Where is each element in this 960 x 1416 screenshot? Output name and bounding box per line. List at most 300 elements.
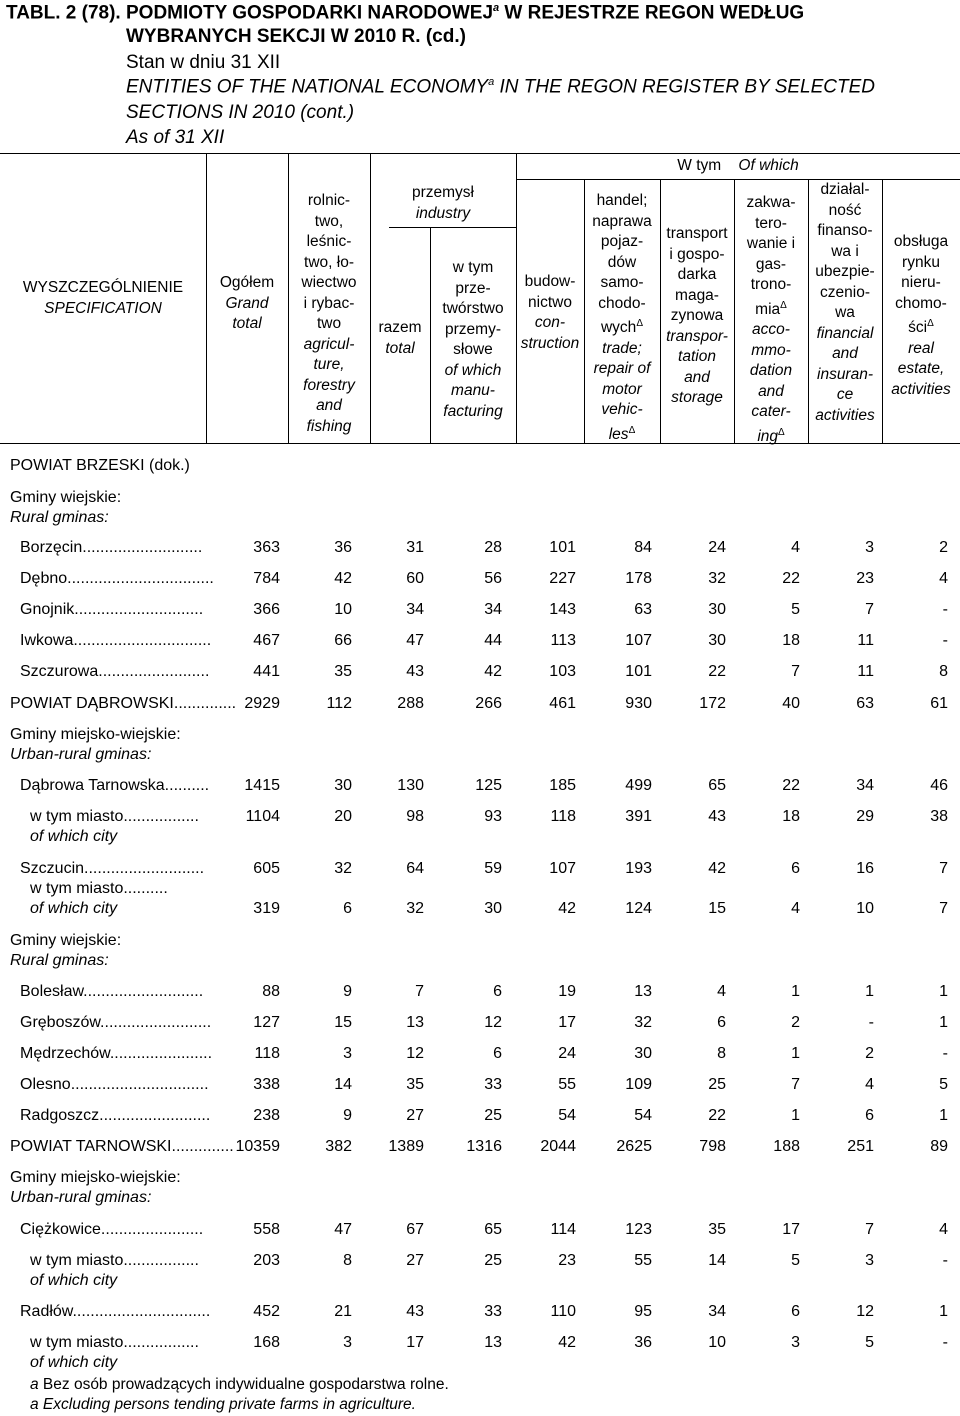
footnote-en: a Excluding persons tending private farms in agriculture. bbox=[30, 1396, 416, 1413]
table-cell: 59 bbox=[484, 860, 502, 877]
table-cell: 5 bbox=[791, 1252, 800, 1269]
row-label: Szczucin........................... bbox=[20, 860, 205, 877]
table-cell: 30 bbox=[334, 777, 352, 794]
table-cell: 38 bbox=[930, 808, 948, 825]
table-cell: 178 bbox=[625, 570, 652, 587]
table-cell: 3 bbox=[791, 1334, 800, 1351]
table-cell: 6 bbox=[791, 860, 800, 877]
table-cell: 112 bbox=[326, 695, 352, 712]
table-cell: 95 bbox=[634, 1303, 652, 1320]
table-cell: 103 bbox=[549, 663, 576, 680]
agri-pl-line: rolnic- bbox=[307, 192, 351, 209]
trade-en-line: repair of bbox=[593, 360, 651, 378]
table-cell: 1415 bbox=[244, 777, 280, 794]
table-cell: 23 bbox=[558, 1252, 576, 1269]
transport-en-line: tation bbox=[678, 348, 716, 365]
group-heading-en: Rural gminas: bbox=[10, 509, 109, 526]
constr-pl-line: nictwo bbox=[528, 293, 572, 311]
of-which-header: W tym Of which bbox=[677, 157, 799, 174]
table-cell: 7 bbox=[865, 1221, 874, 1238]
agri-pl-line: two, ło- bbox=[304, 253, 354, 271]
transport-pl-line: maga- bbox=[675, 286, 719, 304]
title-line-2: WYBRANYCH SEKCJI W 2010 R. (cd.) bbox=[126, 26, 466, 47]
group-heading-en: Rural gminas: bbox=[10, 952, 109, 969]
finance-pl-line: ność bbox=[828, 201, 862, 219]
table-cell: 3 bbox=[865, 1252, 874, 1269]
row-label: w tym miasto................. bbox=[30, 1334, 199, 1351]
table-cell: 3 bbox=[343, 1334, 352, 1351]
transport-en-line: and bbox=[684, 368, 710, 386]
title-line-3: Stan w dniu 31 XII bbox=[126, 52, 281, 73]
agri-en-line: fishing bbox=[306, 417, 352, 435]
table-cell: 382 bbox=[325, 1138, 352, 1155]
title-line-4: ENTITIES OF THE NATIONAL ECONOMY$^a$ IN THE REGON REGISTER BY SELECTED bbox=[126, 76, 876, 98]
table-cell: 93 bbox=[484, 808, 502, 825]
industry-header: przemysł industry bbox=[411, 184, 474, 222]
table-cell: 124 bbox=[625, 900, 652, 917]
table-cell: 6 bbox=[865, 1107, 874, 1124]
table-cell: 1 bbox=[939, 1303, 948, 1320]
title-line-5: SECTIONS IN 2010 (cont.) bbox=[126, 102, 355, 123]
row-label-en: of which city bbox=[30, 1354, 118, 1371]
table-cell: 10 bbox=[856, 900, 874, 917]
table-cell: 2044 bbox=[540, 1138, 576, 1155]
table-cell: 25 bbox=[484, 1252, 502, 1269]
table-cell: 107 bbox=[549, 860, 576, 877]
table-cell: 23 bbox=[856, 570, 874, 587]
table-cell: 127 bbox=[253, 1014, 280, 1031]
spec-header: WYSZCZEGÓLNIENIE SPECIFICATION bbox=[22, 279, 184, 317]
table-cell: 5 bbox=[939, 1076, 948, 1093]
trade-en-line: trade; bbox=[602, 339, 642, 357]
title-line-1: TABL. 2 (78). PODMIOTY GOSPODARKI NARODOWEJ$^a$ W REJESTRZE REGON WEDŁUG bbox=[6, 2, 805, 24]
row-label-en: of which city bbox=[30, 900, 118, 917]
row-label: Olesno............................... bbox=[20, 1076, 209, 1093]
table-cell: 441 bbox=[253, 663, 280, 680]
finance-pl-line: finanso- bbox=[817, 222, 873, 239]
table-cell: 185 bbox=[549, 777, 576, 794]
group-heading: Gminy miejsko-wiejskie: bbox=[10, 1169, 181, 1186]
transport-en-line: storage bbox=[671, 389, 723, 406]
trade-pl-line: dów bbox=[607, 253, 637, 271]
finance-en-line: ce bbox=[836, 386, 854, 403]
table-cell: 363 bbox=[253, 539, 280, 556]
finance-pl-line: działal- bbox=[820, 181, 870, 198]
table-cell: 1389 bbox=[388, 1138, 424, 1155]
table-cell: 784 bbox=[253, 570, 280, 587]
accom-pl-line: wanie i bbox=[746, 235, 796, 252]
table-cell: 6 bbox=[493, 983, 502, 1000]
table-cell: 17 bbox=[782, 1221, 800, 1238]
table-cell: 34 bbox=[406, 601, 424, 618]
table-cell: 32 bbox=[406, 900, 424, 917]
table-cell: 32 bbox=[708, 570, 726, 587]
transport-header bbox=[660, 224, 734, 409]
table-cell: 20 bbox=[334, 808, 352, 825]
table-cell: 47 bbox=[406, 632, 424, 649]
table-cell: 27 bbox=[406, 1252, 424, 1269]
table-cell: 44 bbox=[484, 632, 502, 649]
table-cell: 338 bbox=[253, 1076, 280, 1093]
table-cell: 188 bbox=[773, 1138, 800, 1155]
trade-pl-line: chodo- bbox=[598, 294, 646, 312]
table-cell: 12 bbox=[406, 1045, 424, 1062]
accom-en-line: ing$^\Delta$ bbox=[757, 426, 785, 445]
agri-en-line: and bbox=[316, 397, 342, 414]
table-cell: 54 bbox=[558, 1107, 576, 1124]
table-cell: 36 bbox=[334, 539, 352, 556]
table-cell: 1 bbox=[791, 983, 800, 1000]
table-cell: 6 bbox=[343, 900, 352, 917]
accom-en-line: mmo- bbox=[751, 341, 791, 359]
row-label: POWIAT TARNOWSKI.............. bbox=[10, 1138, 234, 1155]
group-heading: Gminy wiejskie: bbox=[10, 932, 122, 949]
table-cell: 10 bbox=[334, 601, 352, 618]
table-cell: 3 bbox=[343, 1045, 352, 1062]
table-cell: 1 bbox=[939, 1014, 948, 1031]
table-cell: 2929 bbox=[244, 695, 280, 712]
table-cell: 22 bbox=[708, 663, 726, 680]
table-cell: 1 bbox=[791, 1045, 800, 1062]
table-cell: 125 bbox=[475, 777, 502, 794]
table-cell: 452 bbox=[253, 1303, 280, 1320]
table-cell: 605 bbox=[253, 860, 280, 877]
table-cell: 266 bbox=[475, 695, 502, 712]
manufacturing-header bbox=[430, 258, 516, 422]
table-cell: 288 bbox=[397, 695, 424, 712]
table-cell: 9 bbox=[343, 983, 352, 1000]
transport-pl-line: zynowa bbox=[670, 307, 724, 324]
table-cell: 42 bbox=[558, 1334, 576, 1351]
realestate-en-line: estate, bbox=[897, 360, 945, 378]
table-cell: 5 bbox=[791, 601, 800, 618]
table-cell: 11 bbox=[857, 663, 874, 680]
table-cell: 28 bbox=[484, 539, 502, 556]
table-cell: 930 bbox=[625, 695, 652, 712]
table-cell: 2 bbox=[865, 1045, 874, 1062]
manuf-en-line: manu- bbox=[451, 382, 495, 399]
header-bottom-rule bbox=[0, 443, 960, 444]
manuf-pl-line: twórstwo bbox=[442, 300, 504, 317]
table-cell: 25 bbox=[484, 1107, 502, 1124]
real-estate-header bbox=[882, 232, 960, 400]
realestate-pl-line: obsługa bbox=[893, 233, 949, 250]
table-cell: 16 bbox=[856, 860, 874, 877]
finance-pl-line: wa i bbox=[831, 242, 859, 260]
finance-en-line: activities bbox=[815, 406, 875, 424]
trade-en-line: vehic- bbox=[601, 401, 643, 419]
table-cell: 65 bbox=[708, 777, 726, 794]
table-cell: 30 bbox=[708, 601, 726, 618]
table-cell: 43 bbox=[406, 1303, 424, 1320]
table-cell: 89 bbox=[930, 1138, 948, 1155]
table-cell: 46 bbox=[930, 777, 948, 794]
table-cell: 4 bbox=[791, 900, 800, 917]
manuf-pl-line: słowe bbox=[453, 341, 493, 358]
table-cell: 238 bbox=[253, 1107, 280, 1124]
construction-header bbox=[516, 272, 584, 354]
table-cell: 40 bbox=[782, 695, 800, 712]
table-cell: 7 bbox=[791, 1076, 800, 1093]
constr-en-line: con- bbox=[534, 314, 566, 331]
table-cell: 34 bbox=[856, 777, 874, 794]
table-cell: 60 bbox=[406, 570, 424, 587]
accom-pl-line: trono- bbox=[750, 276, 792, 293]
transport-pl-line: transport bbox=[666, 225, 728, 242]
agri-en-line: forestry bbox=[303, 376, 355, 394]
table-cell: 42 bbox=[708, 860, 726, 877]
table-cell: 123 bbox=[625, 1221, 652, 1238]
table-cell: 55 bbox=[558, 1076, 576, 1093]
table-cell: 558 bbox=[253, 1221, 280, 1238]
table-cell: 33 bbox=[484, 1303, 502, 1320]
table-cell: 24 bbox=[558, 1045, 576, 1062]
total-header: Ogółem Grand total bbox=[219, 274, 275, 332]
table-cell: 118 bbox=[254, 1045, 280, 1062]
manuf-en-line: of which bbox=[444, 361, 502, 379]
table-cell: 4 bbox=[939, 1221, 948, 1238]
table-cell: 14 bbox=[708, 1252, 726, 1269]
table-cell: 61 bbox=[930, 695, 948, 712]
table-cell: 11 bbox=[857, 632, 874, 649]
row-label: Borzęcin........................... bbox=[20, 539, 203, 556]
table-cell: 1 bbox=[865, 983, 874, 1000]
industry-total-header: razem total bbox=[378, 319, 422, 357]
transport-en-line: transpor- bbox=[666, 327, 728, 345]
manuf-pl-line: w tym bbox=[452, 259, 494, 276]
table-cell: 35 bbox=[334, 663, 352, 680]
row-label: POWIAT DĄBROWSKI.............. bbox=[10, 695, 237, 712]
table-cell: 461 bbox=[549, 695, 576, 712]
table-cell: 84 bbox=[634, 539, 652, 556]
table-cell: 32 bbox=[634, 1014, 652, 1031]
constr-pl-line: budow- bbox=[524, 273, 576, 290]
agri-pl-line: leśnic- bbox=[306, 233, 352, 250]
row-label: Mędrzechów....................... bbox=[20, 1045, 213, 1062]
footnote-pl: a Bez osób prowadzących indywidualne gospodarstwa rolne. bbox=[30, 1376, 449, 1393]
table-cell: 22 bbox=[782, 777, 800, 794]
table-cell: 4 bbox=[791, 539, 800, 556]
row-label: Ciężkowice....................... bbox=[20, 1221, 204, 1238]
table-cell: 42 bbox=[334, 570, 352, 587]
row-label: w tym miasto.......... bbox=[30, 880, 168, 897]
row-label: Szczurowa......................... bbox=[20, 663, 210, 680]
accom-pl-line: zakwa- bbox=[746, 194, 796, 211]
table-cell: 24 bbox=[708, 539, 726, 556]
realestate-pl-line: chomo- bbox=[895, 294, 947, 312]
table-cell: 30 bbox=[484, 900, 502, 917]
accom-pl-line: tero- bbox=[755, 214, 787, 232]
table-cell: 8 bbox=[939, 663, 948, 680]
table-cell: 64 bbox=[406, 860, 424, 877]
table-cell: - bbox=[942, 601, 948, 618]
row-label-en: of which city bbox=[30, 828, 118, 845]
table-cell: 22 bbox=[782, 570, 800, 587]
table-cell: 113 bbox=[550, 632, 576, 649]
table-cell: 36 bbox=[634, 1334, 652, 1351]
table-cell: 42 bbox=[484, 663, 502, 680]
row-label: Radgoszcz......................... bbox=[20, 1107, 211, 1124]
agriculture-header bbox=[288, 191, 370, 437]
table-cell: 67 bbox=[406, 1221, 424, 1238]
table-cell: 7 bbox=[415, 983, 424, 1000]
table-cell: 21 bbox=[334, 1303, 352, 1320]
table-cell: 1 bbox=[939, 983, 948, 1000]
trade-pl-line: samo- bbox=[600, 274, 644, 291]
realestate-pl-line: rynku bbox=[902, 253, 940, 271]
table-cell: 34 bbox=[708, 1303, 726, 1320]
finance-header bbox=[808, 180, 882, 426]
table-cell: 143 bbox=[549, 601, 576, 618]
table-cell: 107 bbox=[625, 632, 652, 649]
table-cell: 9 bbox=[343, 1107, 352, 1124]
table-cell: 6 bbox=[493, 1045, 502, 1062]
table-cell: 172 bbox=[699, 695, 726, 712]
table-cell: 6 bbox=[717, 1014, 726, 1031]
trade-header bbox=[584, 191, 660, 445]
finance-pl-line: wa bbox=[835, 304, 855, 321]
table-cell: 29 bbox=[856, 808, 874, 825]
table-cell: 101 bbox=[625, 663, 652, 680]
table-cell: 43 bbox=[708, 808, 726, 825]
table-cell: 18 bbox=[782, 632, 800, 649]
table-cell: 63 bbox=[634, 601, 652, 618]
header-top-rule bbox=[0, 153, 960, 154]
table-cell: 31 bbox=[406, 539, 424, 556]
table-cell: 391 bbox=[625, 808, 652, 825]
table-cell: 10 bbox=[708, 1334, 726, 1351]
manuf-en-line: facturing bbox=[443, 402, 503, 420]
row-label: Bolesław........................... bbox=[20, 983, 204, 1000]
group-heading-en: Urban-rural gminas: bbox=[10, 746, 152, 763]
accom-en-line: acco- bbox=[752, 321, 790, 339]
table-cell: 4 bbox=[939, 570, 948, 587]
table-cell: 66 bbox=[334, 632, 352, 649]
table-cell: 17 bbox=[406, 1334, 424, 1351]
finance-en-line: and bbox=[832, 345, 858, 362]
realestate-en-line: activities bbox=[891, 380, 951, 398]
table-cell: 2 bbox=[939, 539, 948, 556]
table-cell: 193 bbox=[625, 860, 652, 877]
agri-pl-line: i rybac- bbox=[303, 294, 355, 312]
table-cell: 319 bbox=[253, 900, 280, 917]
finance-pl-line: czenio- bbox=[820, 283, 870, 301]
table-cell: 366 bbox=[253, 601, 280, 618]
realestate-pl-line: nieru- bbox=[901, 274, 941, 291]
table-cell: 10359 bbox=[235, 1138, 280, 1155]
table-cell: 15 bbox=[708, 900, 726, 917]
table-cell: 7 bbox=[939, 900, 948, 917]
table-cell: 1316 bbox=[466, 1138, 502, 1155]
group-heading: Gminy wiejskie: bbox=[10, 489, 122, 506]
table-cell: 63 bbox=[856, 695, 874, 712]
accommodation-header bbox=[734, 193, 808, 447]
trade-en-line: les$^\Delta$ bbox=[608, 424, 636, 443]
constr-en-line: struction bbox=[520, 334, 580, 352]
table-cell: - bbox=[868, 1014, 874, 1031]
table-cell: 6 bbox=[791, 1303, 800, 1320]
transport-pl-line: i gospo- bbox=[669, 245, 725, 263]
table-cell: 55 bbox=[634, 1252, 652, 1269]
agri-pl-line: two, bbox=[314, 212, 344, 230]
table-cell: 7 bbox=[939, 860, 948, 877]
trade-pl-line: handel; bbox=[596, 192, 648, 209]
row-label: Gnojnik............................. bbox=[20, 601, 204, 618]
trade-pl-line: naprawa bbox=[592, 212, 652, 230]
row-label: Iwkowa............................... bbox=[20, 632, 212, 649]
table-cell: 47 bbox=[334, 1221, 352, 1238]
table-cell: 33 bbox=[484, 1076, 502, 1093]
row-label: w tym miasto................. bbox=[30, 1252, 199, 1269]
table-cell: - bbox=[942, 1045, 948, 1062]
table-cell: 118 bbox=[550, 808, 576, 825]
table-cell: 1 bbox=[939, 1107, 948, 1124]
table-cell: 8 bbox=[717, 1045, 726, 1062]
industry-rule bbox=[389, 227, 516, 228]
row-label: Dębno................................. bbox=[20, 570, 214, 587]
table-cell: 19 bbox=[558, 983, 576, 1000]
group-heading-en: Urban-rural gminas: bbox=[10, 1189, 152, 1206]
row-label: w tym miasto................. bbox=[30, 808, 199, 825]
table-cell: 34 bbox=[484, 601, 502, 618]
table-cell: 12 bbox=[856, 1303, 874, 1320]
table-cell: 18 bbox=[782, 808, 800, 825]
agri-en-line: ture, bbox=[313, 356, 345, 373]
table-cell: 110 bbox=[550, 1303, 576, 1320]
realestate-pl-line: ści$^\Delta$ bbox=[908, 318, 934, 337]
table-cell: - bbox=[942, 1252, 948, 1269]
table-cell: 203 bbox=[253, 1252, 280, 1269]
accom-pl-line: mia$^\Delta$ bbox=[755, 299, 787, 318]
table-cell: 109 bbox=[625, 1076, 652, 1093]
table-cell: 8 bbox=[343, 1252, 352, 1269]
table-cell: 13 bbox=[634, 983, 652, 1000]
table-cell: 98 bbox=[406, 808, 424, 825]
group-heading: POWIAT BRZESKI (dok.) bbox=[10, 457, 190, 474]
table-cell: 35 bbox=[406, 1076, 424, 1093]
table-cell: 130 bbox=[397, 777, 424, 794]
table-cell: 30 bbox=[634, 1045, 652, 1062]
agri-pl-line: wiectwo bbox=[301, 274, 357, 291]
table-cell: 2 bbox=[791, 1014, 800, 1031]
table-cell: 54 bbox=[634, 1107, 652, 1124]
title-line-6: As of 31 XII bbox=[126, 127, 225, 148]
table-cell: 13 bbox=[484, 1334, 502, 1351]
table-cell: 14 bbox=[334, 1076, 352, 1093]
transport-pl-line: darka bbox=[677, 266, 717, 283]
table-cell: 17 bbox=[558, 1014, 576, 1031]
finance-en-line: insuran- bbox=[817, 365, 873, 383]
table-cell: 32 bbox=[334, 860, 352, 877]
accom-en-line: cater- bbox=[751, 403, 791, 421]
of-which-rule bbox=[516, 179, 960, 180]
group-heading: Gminy miejsko-wiejskie: bbox=[10, 726, 181, 743]
table-cell: 227 bbox=[549, 570, 576, 587]
trade-pl-line: wych$^\Delta$ bbox=[600, 318, 643, 337]
table-cell: 30 bbox=[708, 632, 726, 649]
table-cell: 4 bbox=[717, 983, 726, 1000]
table-cell: 35 bbox=[708, 1221, 726, 1238]
table-cell: 798 bbox=[699, 1138, 726, 1155]
row-label: Dąbrowa Tarnowska.......... bbox=[20, 777, 210, 794]
table-cell: 101 bbox=[549, 539, 576, 556]
table-cell: 3 bbox=[865, 539, 874, 556]
table-cell: 114 bbox=[550, 1221, 576, 1238]
table-cell: 88 bbox=[262, 983, 280, 1000]
manuf-pl-line: przemy- bbox=[445, 320, 501, 338]
finance-en-line: financial bbox=[816, 324, 874, 342]
table-cell: 27 bbox=[406, 1107, 424, 1124]
